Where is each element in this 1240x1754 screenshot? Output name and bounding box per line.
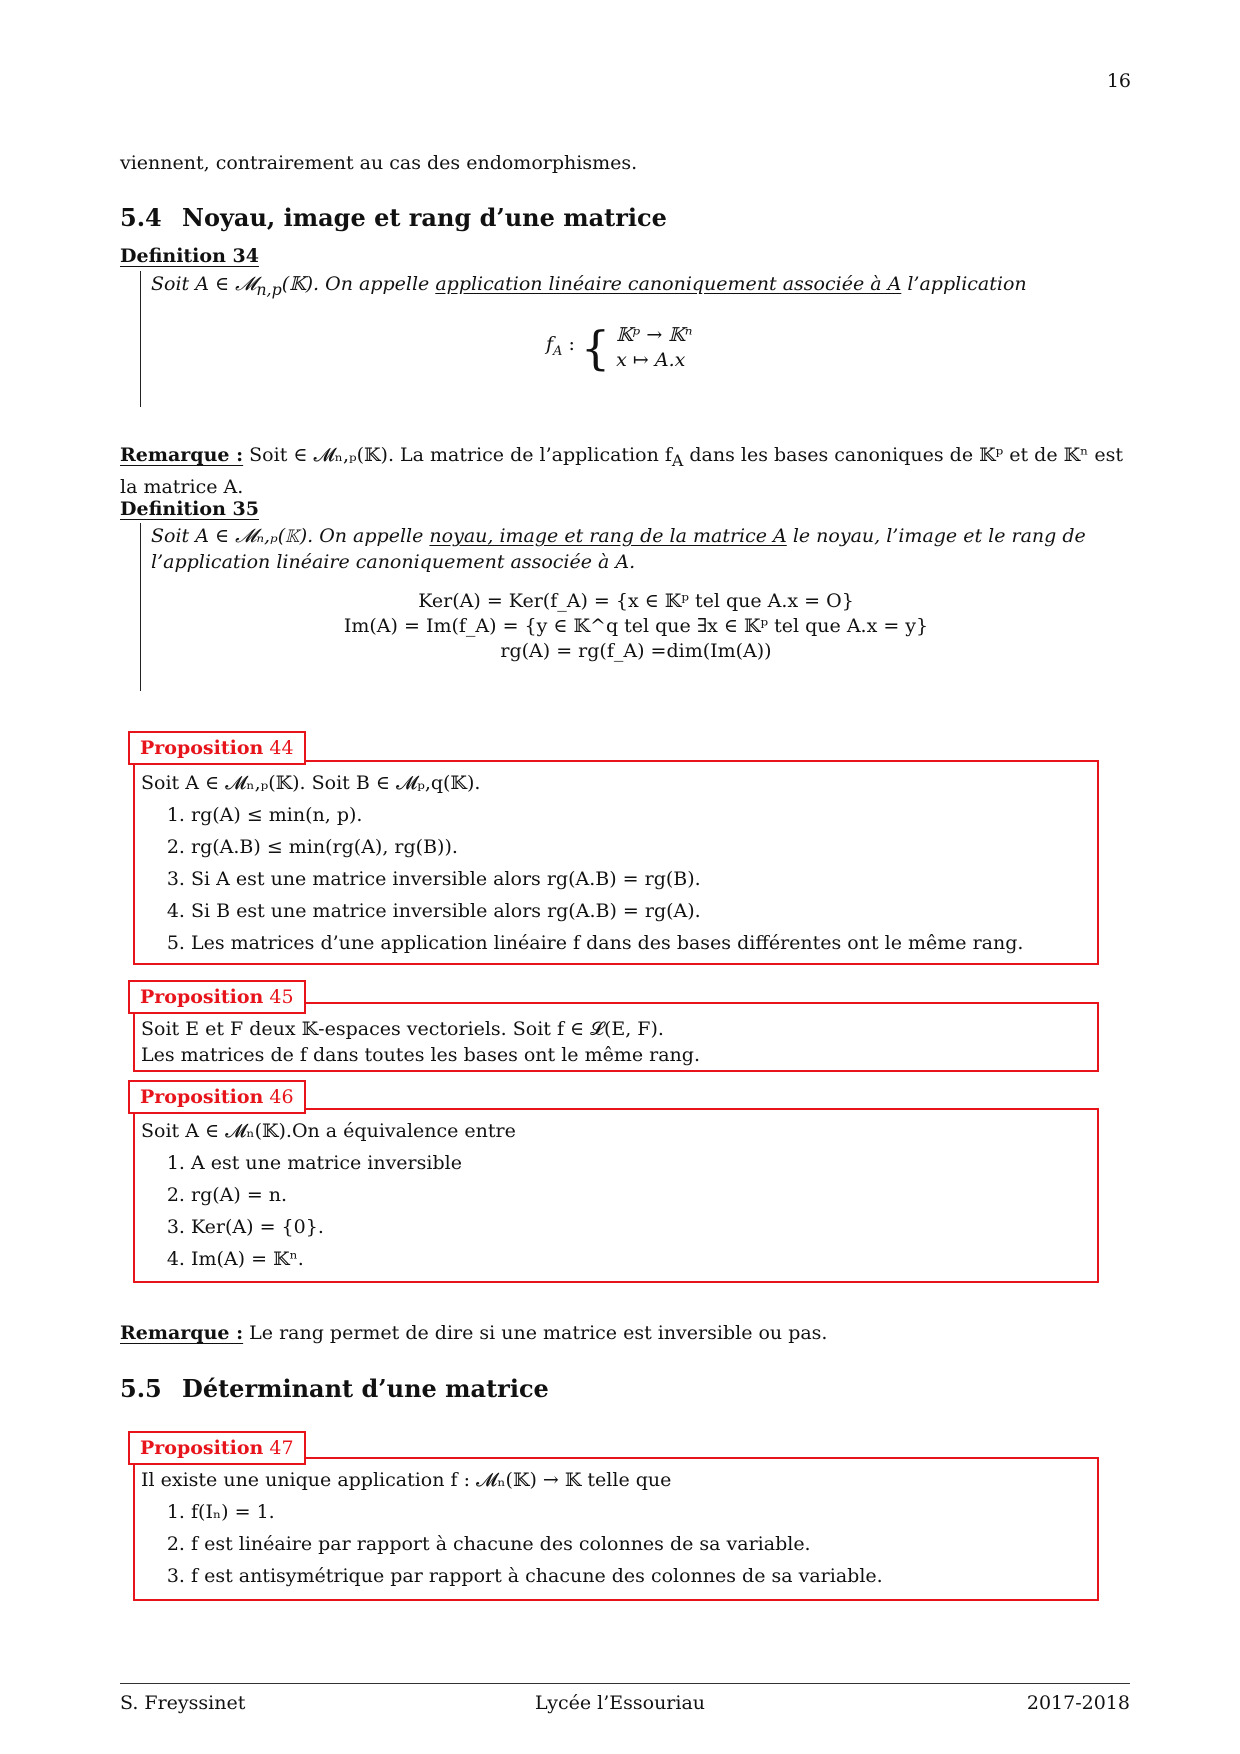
proposition-44-box [133, 760, 1099, 965]
list-item: 4. Si B est une matrice inversible alors rg(A.B) = rg(A). [191, 898, 1087, 924]
map-definition [546, 323, 693, 373]
remark-text: dans les bases canoniques de 𝕂ᵖ et de 𝕂ⁿ est la matrice A. [120, 444, 1124, 498]
proposition-number: 45 [269, 986, 294, 1008]
list-item: 4. Im(A) = 𝕂ⁿ. [191, 1246, 1087, 1272]
footer-rule [120, 1683, 1130, 1684]
section-heading-5-5 [120, 1376, 549, 1402]
list-item: 2. rg(A) = n. [191, 1182, 1087, 1208]
brace: { [580, 321, 611, 375]
defined-term: noyau, image et rang de la matrice A [429, 525, 787, 547]
proposition-46-list [141, 1150, 1087, 1272]
equation-im: Im(A) = Im(f_A) = {y ∈ 𝕂^q tel que ∃x ∈ 𝕂ᵖ tel que A.x = y} [343, 615, 929, 637]
defined-term: application linéaire canoniquement associée à A [435, 273, 902, 295]
proposition-number: 44 [269, 737, 294, 759]
proposition-44-intro: Soit A ∈ 𝓜ₙ,ₚ(𝕂). Soit B ∈ 𝓜ₚ,q(𝕂). [141, 772, 481, 794]
map-name: $f_A$ : [546, 333, 575, 359]
definition-34-body [140, 271, 1121, 407]
footer-author: S. Freyssinet [120, 1692, 246, 1714]
proposition-number: 46 [269, 1086, 294, 1108]
proposition-label: Proposition [140, 737, 264, 759]
definition-35-equations [151, 589, 1121, 664]
map-line-2: x ↦ A.x [616, 349, 686, 371]
intro-text: viennent, contrairement au cas des endomorphismes. [120, 152, 638, 174]
proposition-46-tag [128, 1080, 306, 1114]
definition-35-body [140, 523, 1121, 691]
proposition-label: Proposition [140, 1086, 264, 1108]
section-heading-5-4 [120, 205, 667, 231]
text: Soit A ∈ 𝓜 [151, 273, 257, 295]
list-item: 1. f(Iₙ) = 1. [191, 1499, 1087, 1525]
subscript: A [671, 450, 684, 470]
remark-2 [120, 1320, 1130, 1346]
list-item: 1. A est une matrice inversible [191, 1150, 1087, 1176]
section-title: Noyau, image et rang d’une matrice [182, 203, 667, 232]
definition-34-label: Definition 34 [120, 245, 259, 267]
proposition-45-line-1: Soit E et F deux 𝕂-espaces vectoriels. Soit f ∈ 𝓛(E, F). [141, 1018, 664, 1040]
proposition-46-box [133, 1108, 1099, 1283]
footer-school: Lycée l’Essouriau [534, 1692, 706, 1714]
text: le noyau, l’image et le rang de l’application linéaire canoniquement associée à A. [151, 525, 1086, 573]
text: (𝕂). On appelle [281, 273, 436, 295]
proposition-46-intro: Soit A ∈ 𝓜ₙ(𝕂).On a équivalence entre [141, 1120, 516, 1142]
proposition-45-line-2: Les matrices de f dans toutes les bases ont le même rang. [141, 1044, 700, 1066]
proposition-44-list [141, 802, 1087, 956]
list-item: 3. f est antisymétrique par rapport à chacune des colonnes de sa variable. [191, 1563, 1087, 1589]
definition-34-text [151, 271, 1121, 303]
proposition-number: 47 [269, 1437, 294, 1459]
proposition-47-list [141, 1499, 1087, 1589]
remark-text: Le rang permet de dire si une matrice est inversible ou pas. [243, 1322, 828, 1344]
text: l’application [901, 273, 1027, 295]
section-title: Déterminant d’une matrice [182, 1374, 549, 1403]
section-number: 5.4 [120, 203, 162, 232]
text: Soit A ∈ 𝓜ₙ,ₚ(𝕂). On appelle [151, 525, 430, 547]
proposition-label: Proposition [140, 986, 264, 1008]
proposition-47-box [133, 1457, 1099, 1601]
remark-1 [120, 442, 1130, 500]
footer-year: 2017-2018 [1026, 1692, 1130, 1714]
proposition-label: Proposition [140, 1437, 264, 1459]
definition-35-label: Definition 35 [120, 498, 259, 520]
proposition-47-tag [128, 1431, 306, 1465]
list-item: 1. rg(A) ≤ min(n, p). [191, 802, 1087, 828]
map-lines [616, 323, 692, 373]
remark-label: Remarque : [120, 444, 244, 466]
proposition-44-tag [128, 731, 306, 765]
remark-label: Remarque : [120, 1322, 244, 1344]
remark-text: Soit ∈ 𝓜ₙ,ₚ(𝕂). La matrice de l’application f [243, 444, 672, 466]
definition-35-text [151, 523, 1121, 575]
list-item: 3. Si A est une matrice inversible alors rg(A.B) = rg(B). [191, 866, 1087, 892]
section-number: 5.5 [120, 1374, 162, 1403]
list-item: 3. Ker(A) = {0}. [191, 1214, 1087, 1240]
list-item: 2. rg(A.B) ≤ min(rg(A), rg(B)). [191, 834, 1087, 860]
list-item: 5. Les matrices d’une application linéaire f dans des bases différentes ont le même rang. [191, 930, 1087, 956]
subscript: n,p [256, 279, 282, 299]
map-line-1: 𝕂ᵖ → 𝕂ⁿ [616, 324, 693, 346]
proposition-45-tag [128, 980, 306, 1014]
equation-ker: Ker(A) = Ker(f_A) = {x ∈ 𝕂ᵖ tel que A.x = O} [418, 590, 854, 612]
page-number: 16 [1106, 70, 1131, 92]
proposition-47-intro: Il existe une unique application f : 𝓜ₙ(𝕂) → 𝕂 telle que [141, 1469, 672, 1491]
list-item: 2. f est linéaire par rapport à chacune des colonnes de sa variable. [191, 1531, 1087, 1557]
equation-rg: rg(A) = rg(f_A) =dim(Im(A)) [500, 640, 772, 662]
